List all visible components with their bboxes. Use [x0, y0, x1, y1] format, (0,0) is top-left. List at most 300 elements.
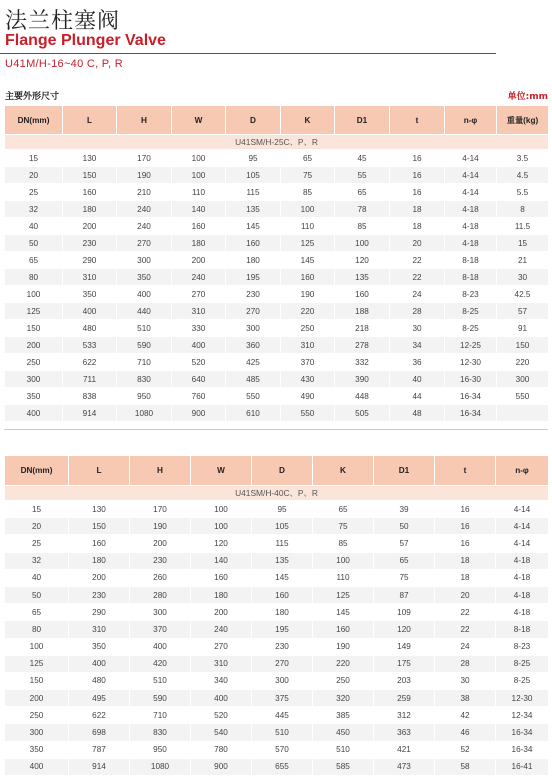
table-cell: 15	[5, 501, 69, 518]
table-cell: 950	[130, 741, 191, 758]
table-cell: 100	[172, 150, 226, 167]
table-cell: 218	[335, 320, 390, 337]
table-row	[5, 535, 549, 552]
table-cell: 8-25	[445, 320, 497, 337]
table-row	[5, 354, 549, 371]
table-cell: 195	[226, 269, 281, 286]
table-cell: 145	[313, 604, 374, 621]
table-cell: 5.5	[497, 184, 549, 201]
table-row	[5, 690, 549, 707]
table-cell: 370	[130, 621, 191, 638]
table-cell: 195	[252, 621, 313, 638]
table-cell: 310	[172, 303, 226, 320]
table-cell: 150	[5, 672, 69, 689]
table-row	[5, 621, 549, 638]
table-cell: 160	[281, 269, 335, 286]
table-cell: 110	[281, 218, 335, 235]
table-cell: 45	[335, 150, 390, 167]
table-cell: 50	[5, 586, 69, 603]
table-cell: 430	[281, 371, 335, 388]
table-cell: 350	[63, 286, 117, 303]
table-cell: 44	[390, 388, 445, 405]
table-cell: 55	[335, 167, 390, 184]
table-cell: 590	[130, 690, 191, 707]
table-cell: 16	[435, 518, 496, 535]
table-cell: 24	[435, 638, 496, 655]
table-cell: 300	[130, 604, 191, 621]
table-cell: 150	[497, 337, 549, 354]
table-subheader-row	[5, 135, 549, 150]
table-cell: 400	[172, 337, 226, 354]
table-cell: 4-14	[496, 535, 549, 552]
table-cell: 520	[172, 354, 226, 371]
table-cell: 8-18	[445, 252, 497, 269]
column-header: L	[69, 456, 130, 486]
table-cell: 160	[226, 235, 281, 252]
table-cell: 220	[313, 655, 374, 672]
table-cell: 445	[252, 707, 313, 724]
table-cell: 11.5	[497, 218, 549, 235]
table-cell: 370	[281, 354, 335, 371]
table-cell: 110	[313, 569, 374, 586]
table-cell: 390	[335, 371, 390, 388]
table-cell: 46	[435, 724, 496, 741]
table-cell: 125	[5, 655, 69, 672]
table-cell: 105	[226, 167, 281, 184]
table-cell: 105	[252, 518, 313, 535]
table-cell: 18	[435, 569, 496, 586]
table-row	[5, 552, 549, 569]
table-cell: 332	[335, 354, 390, 371]
table-cell: 145	[281, 252, 335, 269]
table-cell: 400	[5, 758, 69, 775]
table-cell: 540	[191, 724, 252, 741]
table-cell: 300	[497, 371, 549, 388]
table-cell: 87	[374, 586, 435, 603]
table-cell: 200	[63, 218, 117, 235]
table-cell: 421	[374, 741, 435, 758]
table-cell: 190	[130, 518, 191, 535]
table-cell: 914	[63, 405, 117, 422]
table-cell: 18	[390, 218, 445, 235]
column-header: 重量(kg)	[497, 106, 549, 135]
column-header: W	[172, 106, 226, 135]
table-cell: 8	[497, 201, 549, 218]
table-row	[5, 672, 549, 689]
table-cell: 180	[226, 252, 281, 269]
column-header: H	[130, 456, 191, 486]
table-cell: 787	[69, 741, 130, 758]
table-cell: 145	[226, 218, 281, 235]
table-cell: 16-34	[445, 388, 497, 405]
table-cell: 350	[117, 269, 172, 286]
table-cell: 312	[374, 707, 435, 724]
table-cell: 330	[172, 320, 226, 337]
dimensions-table-25	[4, 105, 549, 422]
table-cell: 240	[117, 201, 172, 218]
table-cell: 622	[69, 707, 130, 724]
table-row	[5, 741, 549, 758]
table-cell: 4-14	[496, 518, 549, 535]
table-cell: 40	[5, 218, 63, 235]
table-cell: 57	[374, 535, 435, 552]
table-cell: 400	[191, 690, 252, 707]
table-cell: 425	[226, 354, 281, 371]
column-header: H	[117, 106, 172, 135]
table-cell: 22	[435, 604, 496, 621]
table-cell: 78	[335, 201, 390, 218]
table-cell: 550	[497, 388, 549, 405]
table-cell: 160	[172, 218, 226, 235]
table-cell: 125	[281, 235, 335, 252]
table-cell: 1080	[130, 758, 191, 775]
table-cell: 300	[117, 252, 172, 269]
table-cell: 4-18	[496, 586, 549, 603]
table-cell: 640	[172, 371, 226, 388]
table-row	[5, 724, 549, 741]
table-cell: 350	[5, 388, 63, 405]
table-cell: 16-41	[496, 758, 549, 775]
table-cell: 260	[130, 569, 191, 586]
table-row	[5, 218, 549, 235]
table-cell: 200	[5, 690, 69, 707]
table-cell: 8-23	[445, 286, 497, 303]
table-cell: 8-18	[496, 621, 549, 638]
dimensions-table-40	[4, 455, 549, 776]
table-cell: 4-18	[496, 569, 549, 586]
table-cell: 480	[63, 320, 117, 337]
table-cell: 16-34	[496, 724, 549, 741]
table-cell: 510	[252, 724, 313, 741]
table-cell: 30	[435, 672, 496, 689]
table-cell: 12-25	[445, 337, 497, 354]
table-cell: 290	[63, 252, 117, 269]
table-cell: 140	[191, 552, 252, 569]
table-cell: 30	[497, 269, 549, 286]
table-cell: 585	[313, 758, 374, 775]
table-cell: 28	[390, 303, 445, 320]
table-cell: 100	[313, 552, 374, 569]
table-cell: 4-14	[445, 167, 497, 184]
table-cell: 760	[172, 388, 226, 405]
table-cell: 550	[226, 388, 281, 405]
table-cell: 125	[313, 586, 374, 603]
table-cell: 400	[63, 303, 117, 320]
table-cell: 100	[335, 235, 390, 252]
table-cell: 290	[69, 604, 130, 621]
table-cell: 533	[63, 337, 117, 354]
table-cell: 270	[252, 655, 313, 672]
table-cell: 16-34	[496, 741, 549, 758]
table-cell: 240	[191, 621, 252, 638]
table-cell: 180	[172, 235, 226, 252]
table-cell: 25	[5, 184, 63, 201]
table-cell: 65	[5, 604, 69, 621]
column-header: W	[191, 456, 252, 486]
table-cell: 340	[191, 672, 252, 689]
table-cell: 150	[63, 167, 117, 184]
table-cell: 125	[5, 303, 63, 320]
table-cell: 4-18	[496, 604, 549, 621]
table-header-row	[5, 106, 549, 135]
table-cell: 4-14	[496, 501, 549, 518]
table-cell: 15	[497, 235, 549, 252]
table-cell: 85	[335, 218, 390, 235]
table-cell: 40	[390, 371, 445, 388]
table-cell: 4-18	[445, 218, 497, 235]
column-header: K	[281, 106, 335, 135]
table-cell: 100	[191, 501, 252, 518]
table-cell: 914	[69, 758, 130, 775]
table-cell: 590	[117, 337, 172, 354]
column-header: n-φ	[496, 456, 549, 486]
table-row	[5, 337, 549, 354]
table-cell: 160	[313, 621, 374, 638]
table-cell: 8-25	[496, 672, 549, 689]
table-cell: 495	[69, 690, 130, 707]
table-cell: 50	[5, 235, 63, 252]
table-cell: 320	[313, 690, 374, 707]
table-row	[5, 286, 549, 303]
table-cell: 65	[374, 552, 435, 569]
table-cell: 230	[252, 638, 313, 655]
table-cell	[497, 405, 549, 422]
table-cell: 170	[117, 150, 172, 167]
table-cell: 85	[281, 184, 335, 201]
table-cell: 180	[191, 586, 252, 603]
table-cell: 1080	[117, 405, 172, 422]
table-cell: 278	[335, 337, 390, 354]
table-cell: 85	[313, 535, 374, 552]
model-number: U41M/H-16~40 C, P, R	[5, 58, 123, 70]
table-cell: 115	[226, 184, 281, 201]
table-cell: 48	[390, 405, 445, 422]
table-row	[5, 201, 549, 218]
table-cell: 18	[435, 552, 496, 569]
table-cell: 710	[130, 707, 191, 724]
table-row	[5, 707, 549, 724]
table-cell: 20	[390, 235, 445, 252]
column-header: D1	[374, 456, 435, 486]
table-cell: 250	[313, 672, 374, 689]
table-row	[5, 655, 549, 672]
table-cell: 520	[191, 707, 252, 724]
table-cell: 149	[374, 638, 435, 655]
table-cell: 180	[63, 201, 117, 218]
table-cell: 8-23	[496, 638, 549, 655]
table-cell: 130	[69, 501, 130, 518]
table-cell: 16	[390, 184, 445, 201]
table-cell: 350	[69, 638, 130, 655]
table-cell: 400	[5, 405, 63, 422]
table-cell: 230	[130, 552, 191, 569]
table-cell: 485	[226, 371, 281, 388]
table-cell: 80	[5, 269, 63, 286]
table-cell: 4-18	[445, 235, 497, 252]
table-cell: 16	[435, 501, 496, 518]
table-cell: 12-30	[445, 354, 497, 371]
table-cell: 95	[226, 150, 281, 167]
table-cell: 550	[281, 405, 335, 422]
table-cell: 20	[435, 586, 496, 603]
table-cell: 200	[130, 535, 191, 552]
table-cell: 950	[117, 388, 172, 405]
table-cell: 570	[252, 741, 313, 758]
table-cell: 780	[191, 741, 252, 758]
table-cell: 230	[63, 235, 117, 252]
table-row	[5, 184, 549, 201]
table-cell: 22	[435, 621, 496, 638]
table-subheader-row	[5, 486, 549, 501]
table-cell: 280	[130, 586, 191, 603]
table-cell: 900	[172, 405, 226, 422]
table-cell: 400	[130, 638, 191, 655]
table-cell: 30	[390, 320, 445, 337]
table-cell: 95	[252, 501, 313, 518]
table-row	[5, 303, 549, 320]
table-cell: 440	[117, 303, 172, 320]
table-cell: 100	[5, 286, 63, 303]
table-cell: 140	[172, 201, 226, 218]
table-cell: 190	[313, 638, 374, 655]
table-cell: 180	[69, 552, 130, 569]
table-cell: 220	[281, 303, 335, 320]
table-cell: 160	[252, 586, 313, 603]
table-cell: 363	[374, 724, 435, 741]
table-cell: 109	[374, 604, 435, 621]
table-cell: 510	[313, 741, 374, 758]
table-cell: 473	[374, 758, 435, 775]
table-cell: 16-34	[445, 405, 497, 422]
table-cell: 65	[313, 501, 374, 518]
table-row	[5, 518, 549, 535]
table-bottom-rule	[4, 429, 548, 430]
table-cell: 75	[374, 569, 435, 586]
table-cell: 838	[63, 388, 117, 405]
table-cell: 310	[63, 269, 117, 286]
table-cell: 50	[374, 518, 435, 535]
table-cell: 250	[5, 707, 69, 724]
unit-label: 单位:mm	[507, 92, 548, 102]
table-cell: 510	[130, 672, 191, 689]
table-cell: 65	[335, 184, 390, 201]
table-cell: 400	[69, 655, 130, 672]
table-subheader: U41SM/H-40C、P、R	[5, 486, 549, 501]
column-header: DN(mm)	[5, 456, 69, 486]
table-row	[5, 269, 549, 286]
table-row	[5, 758, 549, 775]
table-cell: 8-25	[496, 655, 549, 672]
table-cell: 120	[374, 621, 435, 638]
table-cell: 300	[226, 320, 281, 337]
table-cell: 135	[335, 269, 390, 286]
column-header: K	[313, 456, 374, 486]
table-row	[5, 167, 549, 184]
table-subheader: U41SM/H-25C、P、R	[5, 135, 549, 150]
table-cell: 21	[497, 252, 549, 269]
table-row	[5, 586, 549, 603]
page-title-english: Flange Plunger Valve	[5, 32, 166, 49]
table-cell: 145	[252, 569, 313, 586]
table-cell: 210	[117, 184, 172, 201]
column-header: D1	[335, 106, 390, 135]
table-cell: 52	[435, 741, 496, 758]
table-cell: 15	[5, 150, 63, 167]
table-cell: 4-14	[445, 150, 497, 167]
section-label: 主要外形尺寸	[5, 92, 60, 102]
column-header: D	[252, 456, 313, 486]
table-cell: 150	[69, 518, 130, 535]
table-row	[5, 604, 549, 621]
table-cell: 32	[5, 552, 69, 569]
table-cell: 160	[191, 569, 252, 586]
column-header: n-φ	[445, 106, 497, 135]
table-cell: 200	[69, 569, 130, 586]
table-cell: 16	[390, 167, 445, 184]
table-cell: 710	[117, 354, 172, 371]
table-cell: 160	[63, 184, 117, 201]
table-cell: 130	[63, 150, 117, 167]
table-cell: 698	[69, 724, 130, 741]
table-cell: 36	[390, 354, 445, 371]
table-cell: 16	[390, 150, 445, 167]
table-cell: 203	[374, 672, 435, 689]
table-cell: 160	[335, 286, 390, 303]
table-cell: 150	[5, 320, 63, 337]
table-cell: 120	[191, 535, 252, 552]
table-cell: 180	[252, 604, 313, 621]
table-cell: 270	[191, 638, 252, 655]
table-cell: 160	[69, 535, 130, 552]
table-cell: 22	[390, 269, 445, 286]
table-cell: 110	[172, 184, 226, 201]
table-cell: 360	[226, 337, 281, 354]
table-cell: 200	[172, 252, 226, 269]
table-cell: 16	[435, 535, 496, 552]
table-cell: 4-14	[445, 184, 497, 201]
table-cell: 310	[281, 337, 335, 354]
table-cell: 220	[497, 354, 549, 371]
table-cell: 75	[281, 167, 335, 184]
table-row	[5, 252, 549, 269]
table-cell: 25	[5, 535, 69, 552]
column-header: DN(mm)	[5, 106, 63, 135]
table-cell: 100	[191, 518, 252, 535]
table-cell: 310	[191, 655, 252, 672]
table-cell: 18	[390, 201, 445, 218]
table-cell: 200	[5, 337, 63, 354]
table-row	[5, 638, 549, 655]
table-cell: 12-30	[496, 690, 549, 707]
column-header: t	[435, 456, 496, 486]
table-cell: 58	[435, 758, 496, 775]
table-cell: 830	[117, 371, 172, 388]
table-cell: 505	[335, 405, 390, 422]
table-cell: 270	[172, 286, 226, 303]
table-cell: 350	[5, 741, 69, 758]
table-cell: 4-18	[496, 552, 549, 569]
table-cell: 100	[172, 167, 226, 184]
table-cell: 34	[390, 337, 445, 354]
table-cell: 310	[69, 621, 130, 638]
table-cell: 135	[252, 552, 313, 569]
table-cell: 830	[130, 724, 191, 741]
table-cell: 610	[226, 405, 281, 422]
table-cell: 3.5	[497, 150, 549, 167]
table-cell: 24	[390, 286, 445, 303]
table-cell: 300	[252, 672, 313, 689]
table-cell: 250	[5, 354, 63, 371]
